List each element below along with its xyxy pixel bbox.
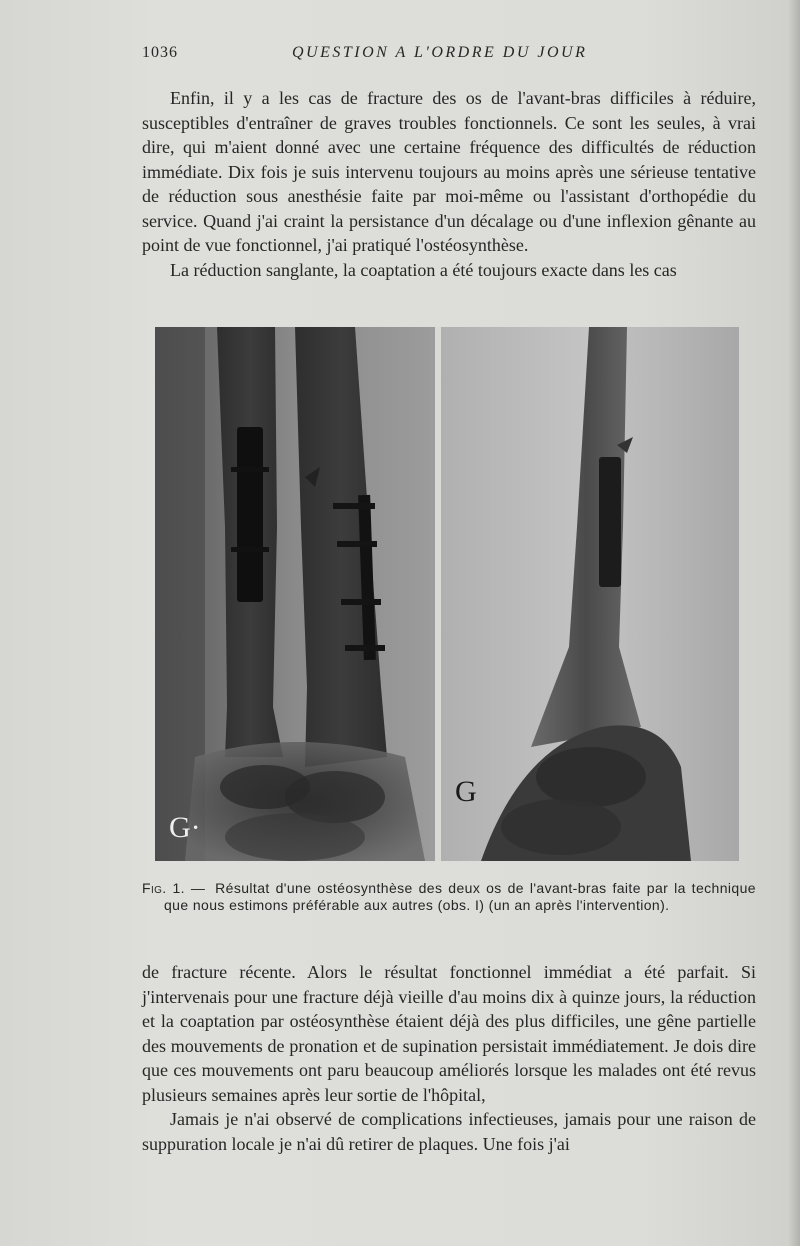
paragraph: Enfin, il y a les cas de fracture des os de l'avant-bras difficiles à réduire, susceptibles d'entraîner de graves troubles fonctionnels. Ce sont les seules, à vrai dire, qui m'aient donné avec une certaine fréquence des difficultés de réduction immédiate. Dix fois je suis intervenu toujours au moins après une sérieuse tentative de réduction sous anesthésie faite par moi-même ou l'assistant d'orthopédie du service. Quand j'ai craint la persistance d'un décalage ou d'une inflexion gênante au point de vue fonctionnel, j'ai pratiqué l'ostéosynthèse. bbox=[142, 88, 756, 255]
page-number: 1036 bbox=[142, 44, 178, 61]
panel-mark-left: G· bbox=[169, 811, 201, 844]
radiograph-left-image bbox=[155, 327, 435, 861]
radiograph-figure bbox=[155, 327, 739, 861]
figure-caption bbox=[142, 880, 756, 914]
body-text-bottom bbox=[142, 960, 756, 1156]
paragraph: La réduction sanglante, la coaptation a été toujours exacte dans les cas bbox=[170, 259, 677, 280]
paragraph: de fracture récente. Alors le résultat fonctionnel immédiat a été parfait. Si j'intervenais pour une fracture déjà vieille d'au moins dix à quinze jours, la réduction et la coaptation par ostéosynthèse étaient déjà des plus difficiles, une gêne partielle des mouvements de pronation et de supination persistait immédiatement. Je dois dire que ces mouvements ont paru beaucoup améliorés lorsque les malades ont été revus plusieurs semaines après leur sortie de l'hôpital, bbox=[142, 962, 756, 1105]
paragraph: Jamais je n'ai observé de complications infectieuses, jamais pour une raison de suppuration locale je n'ai dû retirer de plaques. Une fois j'ai bbox=[142, 1109, 756, 1154]
caption-text: Résultat d'une ostéosynthèse des deux os de l'avant-bras faite par la technique que nous estimons préférable aux autres (obs. I) (un an après l'intervention). bbox=[164, 880, 756, 913]
running-head-title: QUESTION A L'ORDRE DU JOUR bbox=[292, 44, 588, 61]
caption-label: Fig. 1. — bbox=[142, 880, 206, 896]
page-edge-shadow bbox=[788, 0, 800, 1246]
panel-mark-right: G bbox=[455, 775, 477, 808]
radiograph-left-panel bbox=[155, 327, 435, 861]
running-head bbox=[142, 44, 762, 68]
body-text-top bbox=[142, 86, 756, 282]
radiograph-right-image bbox=[441, 327, 739, 861]
radiograph-right-panel bbox=[441, 327, 739, 861]
